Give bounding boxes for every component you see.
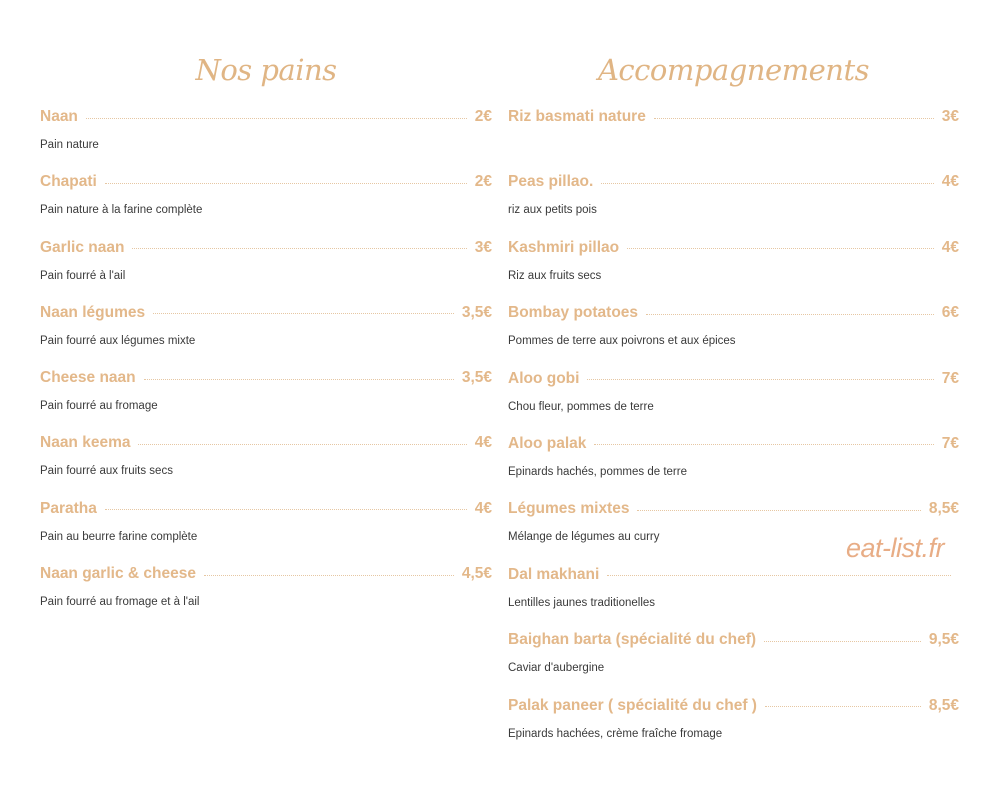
dotted-leader — [138, 444, 466, 445]
menu-item-description: Pain fourré à l'ail — [40, 269, 126, 282]
menu-item-price: 4€ — [941, 173, 959, 191]
menu-item-header — [508, 231, 959, 265]
menu-item-header — [40, 100, 492, 134]
menu-item-name: Naan garlic & cheese — [40, 565, 196, 583]
watermark-logo: eat-list.fr — [846, 533, 945, 563]
menu-item-name: Cheese naan — [40, 369, 136, 387]
menu-item-price: 4,5€ — [461, 565, 492, 583]
menu-item — [40, 296, 492, 361]
menu-list — [40, 100, 492, 622]
menu-item — [508, 427, 959, 492]
dotted-leader — [86, 118, 467, 119]
menu-item-name: Baighan barta (spécialité du chef) — [508, 631, 757, 649]
dotted-leader — [627, 248, 934, 249]
menu-item-description: Pain fourré au fromage — [40, 400, 158, 413]
menu-item-description: Pain nature — [40, 139, 99, 151]
menu-item-description: Riz aux fruits secs — [508, 269, 602, 282]
menu-item-description: Mélange de légumes au curry — [508, 531, 660, 544]
menu-item-name: Bombay potatoes — [508, 304, 639, 322]
menu-item — [508, 689, 959, 754]
dotted-leader — [637, 510, 920, 511]
menu-item-header — [40, 492, 492, 526]
dotted-leader — [764, 641, 921, 642]
menu-item-description: Pommes de terre aux poivrons et aux épices — [508, 335, 736, 348]
menu-item-name: Paratha — [40, 499, 97, 517]
menu-item-description: Epinards hachés, pommes de terre — [508, 465, 687, 478]
menu-item-price: 3,5€ — [461, 369, 492, 387]
dotted-leader — [204, 575, 454, 576]
section-accompagnements — [508, 50, 959, 754]
menu-item — [508, 100, 959, 165]
menu-item-header — [40, 426, 492, 460]
dotted-leader — [594, 444, 933, 445]
menu-item — [40, 100, 492, 165]
menu-item-header — [508, 165, 959, 199]
dotted-leader — [587, 379, 933, 380]
menu-item-description — [508, 134, 959, 156]
menu-item — [508, 623, 959, 688]
menu-item-name: Légumes mixtes — [508, 500, 630, 518]
menu-item-name: Naan — [40, 108, 78, 125]
menu-item-price: 6€ — [941, 304, 959, 322]
menu-item-price: 3€ — [474, 238, 492, 256]
menu-item-header — [508, 492, 959, 526]
menu-item — [40, 426, 492, 491]
dotted-leader — [105, 509, 467, 510]
menu-list — [508, 100, 959, 754]
menu-item-name: Kashmiri pillao — [508, 238, 620, 256]
menu-item-price: 2€ — [474, 173, 492, 191]
menu-item — [508, 165, 959, 230]
dotted-leader — [132, 248, 466, 249]
menu-item-description: Pain fourré aux légumes mixte — [40, 334, 196, 347]
menu-item-price: 8,5€ — [928, 500, 959, 518]
menu-item-price: 4€ — [474, 434, 492, 452]
menu-item-price: 4€ — [474, 499, 492, 517]
menu-item-name: Naan légumes — [40, 303, 146, 321]
menu-item-header — [508, 427, 959, 461]
dotted-leader — [153, 313, 454, 314]
menu-item-name: Palak paneer ( spécialité du chef ) — [508, 696, 757, 714]
section-title: Accompagnements — [597, 53, 870, 87]
menu-item-description: riz aux petits pois — [508, 204, 597, 217]
menu-item-name: Garlic naan — [40, 238, 125, 256]
menu-item — [508, 296, 959, 361]
menu-item — [508, 362, 959, 427]
menu-item-name: Aloo gobi — [508, 369, 580, 387]
menu-item-header — [40, 165, 492, 199]
menu-item-header — [508, 689, 959, 723]
menu-item — [40, 165, 492, 230]
menu-item — [508, 558, 959, 623]
menu-item-price: 4€ — [941, 238, 959, 256]
dotted-leader — [654, 118, 934, 119]
menu-item-name: Peas pillao. — [508, 173, 594, 191]
menu-item-price: 9,5€ — [928, 631, 959, 649]
menu-item — [40, 557, 492, 622]
menu-item-header — [508, 296, 959, 330]
menu-item-description: Pain fourré au fromage et à l'ail — [40, 596, 200, 609]
dotted-leader — [765, 706, 921, 707]
menu-item-price: 2€ — [474, 108, 492, 125]
dotted-leader — [105, 183, 467, 184]
menu-item-name: Dal makhani — [508, 565, 600, 583]
menu-item-header — [40, 296, 492, 330]
dotted-leader — [607, 575, 951, 576]
menu-item-header — [40, 361, 492, 395]
menu-item — [40, 361, 492, 426]
menu-item-price: 3,5€ — [461, 303, 492, 321]
menu-item-header — [40, 231, 492, 265]
dotted-leader — [144, 379, 454, 380]
menu-item-header — [508, 362, 959, 396]
section-title: Nos pains — [195, 53, 337, 87]
menu-item-description: Pain au beurre farine complète — [40, 530, 198, 543]
menu-item-price: 3€ — [941, 108, 959, 125]
menu-item — [40, 231, 492, 296]
menu-item — [508, 231, 959, 296]
menu-item-description: Pain fourré aux fruits secs — [40, 465, 173, 478]
menu-item-price: 7€ — [941, 369, 959, 387]
menu-item-name: Naan keema — [40, 434, 131, 452]
section-nos-pains — [40, 50, 492, 622]
menu-item-description: Epinards hachées, crème fraîche fromage — [508, 727, 723, 740]
menu-item-name: Riz basmati nature — [508, 108, 646, 125]
menu-item-price: 7€ — [941, 434, 959, 452]
menu-item — [40, 492, 492, 557]
menu-item-header — [508, 623, 959, 657]
dotted-leader — [601, 183, 933, 184]
menu-item-header — [40, 557, 492, 591]
menu-item-description: Lentilles jaunes traditionelles — [508, 596, 656, 609]
menu-item-price: 8,5€ — [928, 696, 959, 714]
menu-item-description: Caviar d'aubergine — [508, 662, 605, 675]
menu-item-description: Chou fleur, pommes de terre — [508, 400, 654, 413]
menu-item-description: Pain nature à la farine complète — [40, 204, 203, 217]
dotted-leader — [646, 314, 934, 315]
menu-item-header — [508, 100, 959, 134]
menu-item-name: Aloo palak — [508, 434, 587, 452]
menu-item-name: Chapati — [40, 173, 97, 191]
